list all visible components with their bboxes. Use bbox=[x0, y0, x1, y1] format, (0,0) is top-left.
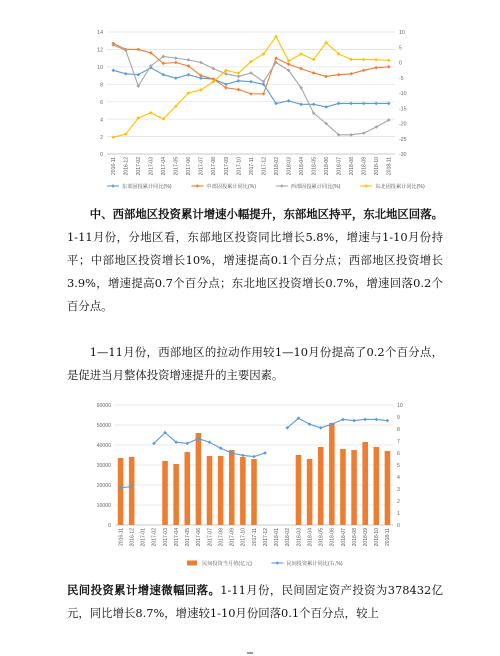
y-tick-label-left: 10 bbox=[97, 65, 103, 72]
x-tick-label: 2016-11 bbox=[118, 528, 125, 546]
bar-2018-03 bbox=[296, 455, 302, 525]
x-tick-label: 2018-04 bbox=[307, 528, 314, 547]
x-tick-label: 2017-07 bbox=[198, 157, 205, 176]
y-tick-label-left: 10000 bbox=[96, 503, 111, 510]
data-point bbox=[363, 418, 367, 422]
data-point bbox=[241, 454, 245, 458]
x-tick-label: 2016-11 bbox=[111, 157, 118, 175]
x-tick-label: 2018-02 bbox=[273, 157, 280, 176]
x-tick-label: 2017-09 bbox=[223, 157, 230, 176]
y-tick-label-right: 5 bbox=[399, 45, 402, 52]
x-tick-label: 2017-12 bbox=[262, 528, 269, 547]
y-tick-label-right: 9 bbox=[397, 415, 400, 422]
data-point bbox=[349, 58, 353, 62]
x-tick-label: 2017-04 bbox=[161, 157, 168, 176]
x-tick-label: 2017-10 bbox=[236, 157, 243, 176]
x-tick-label: 2017-06 bbox=[186, 157, 193, 176]
x-tick-label: 2018-03 bbox=[296, 528, 303, 547]
data-point bbox=[341, 418, 345, 422]
x-tick-label: 2016-12 bbox=[129, 528, 136, 547]
legend-marker-2 bbox=[280, 184, 284, 188]
data-point bbox=[387, 59, 391, 63]
data-point bbox=[224, 72, 228, 76]
data-point bbox=[124, 72, 128, 76]
legend-marker-0 bbox=[111, 184, 115, 188]
data-point bbox=[362, 69, 366, 73]
legend-marker-3 bbox=[364, 184, 368, 188]
data-point bbox=[299, 67, 303, 71]
data-point bbox=[337, 102, 341, 106]
data-point bbox=[252, 455, 256, 459]
bar-2017-06 bbox=[196, 433, 202, 525]
y-tick-label-right: 0 bbox=[397, 523, 400, 530]
y-tick-label-right: 10 bbox=[397, 403, 403, 410]
x-tick-label: 2017-11 bbox=[248, 157, 255, 175]
data-point bbox=[137, 48, 141, 52]
x-tick-label: 2018-07 bbox=[336, 157, 343, 176]
y-tick-label-right: 10 bbox=[399, 30, 405, 37]
y-tick-label-left: 14 bbox=[97, 30, 103, 37]
bar-2018-09 bbox=[362, 442, 368, 525]
data-point bbox=[274, 56, 278, 60]
regional-investment-line-chart-svg bbox=[75, 18, 427, 203]
data-point bbox=[319, 426, 323, 430]
paragraph-regional-heading: 中、西部地区投资累计增速小幅提升，东部地区持平，东北地区回落。 bbox=[89, 207, 443, 221]
bar-2017-09 bbox=[229, 450, 235, 525]
y-tick-label-left: 20000 bbox=[96, 483, 111, 490]
paragraph-private-investment bbox=[67, 579, 443, 625]
paragraph-private-body: 1-11月份，民间固定资产投资为378432亿元，同比增长8.7%，增速较1-10月份回落0.1个百分点，较上 bbox=[67, 583, 443, 620]
legend-marker-1 bbox=[196, 184, 200, 188]
y-tick-label-right: 5 bbox=[397, 463, 400, 470]
bar-2018-06 bbox=[329, 423, 335, 525]
data-point bbox=[362, 102, 366, 106]
x-tick-label: 2018-04 bbox=[298, 157, 305, 176]
data-point bbox=[337, 73, 341, 77]
data-point bbox=[174, 61, 178, 65]
x-tick-label: 2017-11 bbox=[251, 528, 258, 546]
x-tick-label: 2017-10 bbox=[240, 528, 247, 547]
y-tick-label-left: 40000 bbox=[96, 443, 111, 450]
x-tick-label: 2017-09 bbox=[229, 528, 236, 547]
data-point bbox=[187, 58, 191, 62]
data-point bbox=[263, 451, 267, 455]
x-tick-label: 2017-02 bbox=[151, 528, 158, 547]
private-investment-combo-chart-svg bbox=[75, 394, 427, 582]
data-point bbox=[174, 56, 178, 60]
legend-label-1: 民间投资累计同比(右,%) bbox=[286, 561, 343, 567]
bar-2018-05 bbox=[318, 447, 324, 525]
x-tick-label: 2018-10 bbox=[374, 528, 381, 547]
data-point bbox=[111, 135, 115, 139]
y-tick-label-right: -15 bbox=[399, 106, 407, 113]
x-tick-label: 2017-03 bbox=[162, 528, 169, 547]
x-tick-label: 2018-09 bbox=[363, 528, 369, 547]
y-tick-label-left: 6 bbox=[100, 99, 103, 106]
bar-2017-10 bbox=[240, 457, 246, 525]
data-point bbox=[349, 133, 353, 137]
y-tick-label-right: -25 bbox=[399, 136, 407, 143]
y-tick-label-left: 60000 bbox=[96, 403, 111, 410]
y-tick-label-right: 0 bbox=[399, 60, 402, 67]
data-point bbox=[362, 131, 366, 135]
y-tick-label-right: 8 bbox=[397, 427, 400, 434]
data-point bbox=[312, 103, 316, 107]
x-tick-label: 2017-03 bbox=[148, 157, 155, 176]
x-tick-label: 2018-09 bbox=[361, 157, 368, 176]
legend-label-1: 中部固投累计同比(%) bbox=[206, 184, 256, 190]
legend-label-0: 民间投资当月值(亿元) bbox=[202, 561, 253, 567]
series-line-1 bbox=[113, 43, 388, 94]
bar-2018-07 bbox=[340, 449, 346, 525]
data-point bbox=[386, 419, 390, 423]
y-tick-label-right: 1 bbox=[397, 511, 400, 518]
legend-label-3: 东北固投累计同比(%) bbox=[375, 184, 425, 190]
y-tick-label-right: -5 bbox=[399, 75, 404, 82]
x-tick-label: 2018-05 bbox=[318, 528, 325, 547]
paragraph-private-heading: 民间投资累计增速微幅回落。 bbox=[67, 583, 221, 597]
bar-2017-04 bbox=[173, 464, 179, 525]
bar-2017-11 bbox=[251, 459, 257, 525]
bar-2017-07 bbox=[207, 456, 213, 525]
data-point bbox=[387, 102, 391, 106]
x-tick-label: 2018-05 bbox=[311, 157, 318, 176]
x-tick-label: 2018-06 bbox=[323, 157, 330, 176]
x-tick-label: 2017-08 bbox=[211, 157, 218, 176]
data-point bbox=[349, 72, 353, 76]
paragraph-regional-body: 1-11月份，分地区看，东部地区投资同比增长5.8%，增速与1-10月份持平；中部地区投资增长10%，增速提高0.1个百分点；西部地区投资增长3.9%，增速提高0.7个百分点；东北地区投资增长0.7%，增速回落0.2个百分点。 bbox=[67, 230, 443, 313]
data-point bbox=[237, 79, 241, 83]
data-point bbox=[237, 75, 241, 79]
data-point bbox=[237, 88, 241, 92]
data-point bbox=[374, 102, 378, 106]
y-tick-label-left: 50000 bbox=[96, 423, 111, 430]
x-tick-label: 2018-03 bbox=[286, 157, 293, 176]
data-point bbox=[287, 62, 291, 66]
data-point bbox=[174, 76, 178, 80]
bar-2018-11 bbox=[385, 451, 391, 525]
x-tick-label: 2018-07 bbox=[340, 528, 347, 547]
x-tick-label: 2018-06 bbox=[329, 528, 336, 547]
bar-2017-03 bbox=[162, 461, 168, 525]
y-tick-label-right: 6 bbox=[397, 451, 400, 458]
y-tick-label-left: 2 bbox=[100, 134, 103, 141]
data-point bbox=[349, 102, 353, 106]
bar-2018-04 bbox=[307, 459, 313, 525]
data-point bbox=[362, 58, 366, 62]
x-tick-label: 2017-04 bbox=[173, 528, 180, 547]
data-point bbox=[387, 65, 391, 69]
data-point bbox=[324, 75, 328, 79]
y-tick-label-right: -10 bbox=[399, 91, 407, 98]
y-tick-label-right: -30 bbox=[399, 152, 407, 159]
data-point bbox=[312, 71, 316, 75]
y-tick-label-right: 3 bbox=[397, 487, 400, 494]
bar-2017-05 bbox=[185, 452, 191, 525]
x-tick-label: 2017-05 bbox=[185, 528, 192, 547]
x-tick-label: 2017-06 bbox=[196, 528, 203, 547]
bar-2016-11 bbox=[118, 458, 124, 525]
y-tick-label-left: 0 bbox=[108, 523, 111, 530]
x-tick-label: 2017-05 bbox=[173, 157, 180, 176]
data-point bbox=[224, 82, 228, 86]
x-tick-label: 2016-12 bbox=[123, 157, 130, 176]
x-tick-label: 2017-07 bbox=[207, 528, 214, 547]
x-tick-label: 2017-12 bbox=[261, 157, 268, 176]
data-point bbox=[199, 61, 203, 65]
series-line-3 bbox=[113, 37, 388, 138]
bar-2018-10 bbox=[374, 447, 380, 525]
x-tick-label: 2018-11 bbox=[385, 528, 392, 546]
y-tick-label-left: 30000 bbox=[96, 463, 111, 470]
x-tick-label: 2017-01 bbox=[140, 528, 147, 547]
page-number-fragment bbox=[246, 644, 254, 654]
bar-2017-08 bbox=[218, 456, 224, 525]
data-point bbox=[375, 418, 379, 422]
data-point bbox=[374, 58, 378, 62]
data-point bbox=[324, 105, 328, 109]
x-tick-label: 2017-02 bbox=[136, 157, 143, 176]
bar-2018-08 bbox=[351, 450, 357, 525]
y-tick-label-left: 8 bbox=[100, 82, 103, 89]
y-tick-label-left: 4 bbox=[100, 117, 103, 124]
y-tick-label-right: -20 bbox=[399, 121, 407, 128]
data-point bbox=[299, 103, 303, 107]
data-point bbox=[187, 73, 191, 77]
legend-label-0: 东部固投累计同比(%) bbox=[122, 184, 172, 190]
regional-investment-line-chart bbox=[75, 18, 427, 203]
x-tick-label: 2018-01 bbox=[274, 528, 281, 547]
x-tick-label: 2017-08 bbox=[218, 528, 225, 547]
data-point bbox=[249, 92, 253, 96]
legend-marker-1 bbox=[276, 561, 280, 565]
paragraph-western-contribution: 1—11月份，西部地区的拉动作用较1—10月份提高了0.2个百分点，是促进当月整体投资增速提升的主要因素。 bbox=[67, 345, 443, 382]
legend-swatch-0 bbox=[187, 561, 197, 566]
data-point bbox=[249, 80, 253, 84]
x-tick-label: 2018-02 bbox=[285, 528, 292, 547]
x-tick-label: 2018-08 bbox=[348, 157, 355, 176]
private-investment-combo-chart bbox=[75, 394, 427, 582]
paragraph-regional-investment bbox=[67, 203, 443, 318]
y-tick-label-right: 7 bbox=[397, 439, 400, 446]
y-tick-label-left: 0 bbox=[100, 152, 103, 159]
data-point bbox=[262, 92, 266, 96]
y-tick-label-right: 2 bbox=[397, 499, 400, 506]
x-tick-label: 2018-11 bbox=[386, 157, 393, 175]
data-point bbox=[212, 67, 216, 71]
data-point bbox=[111, 69, 115, 73]
data-point bbox=[352, 419, 356, 423]
series-line-2 bbox=[113, 45, 388, 135]
y-tick-label-left: 12 bbox=[97, 47, 103, 54]
y-tick-label-right: 4 bbox=[397, 475, 400, 482]
data-point bbox=[149, 111, 153, 115]
bar-2016-12 bbox=[129, 457, 135, 525]
x-tick-label: 2018-08 bbox=[351, 528, 358, 547]
legend-label-2: 西部固投累计同比(%) bbox=[290, 184, 341, 190]
x-tick-label: 2018-10 bbox=[374, 157, 381, 176]
